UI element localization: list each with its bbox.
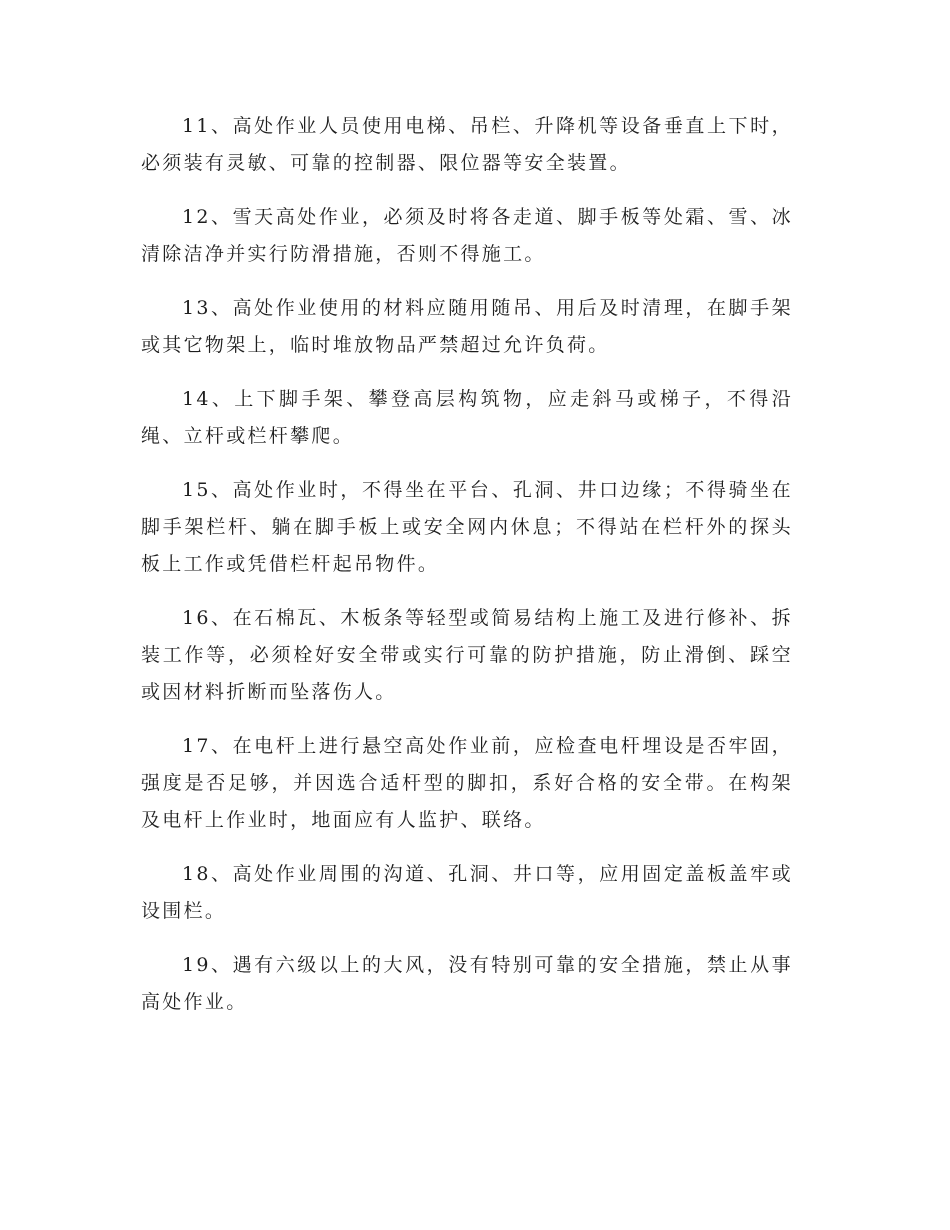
paragraph-17: 17、在电杆上进行悬空高处作业前，应检查电杆埋设是否牢固，强度是否足够，并因选合适杆型的脚扣，系好合格的安全带。在构架及电杆上作业时，地面应有人监护、联络。 <box>141 735 793 831</box>
paragraph-13: 13、高处作业使用的材料应随用随吊、用后及时清理，在脚手架或其它物架上，临时堆放物品严禁超过允许负荷。 <box>141 297 793 356</box>
paragraph-16: 16、在石棉瓦、木板条等轻型或简易结构上施工及进行修补、拆装工作等，必须栓好安全带或实行可靠的防护措施，防止滑倒、踩空或因材料折断而坠落伤人。 <box>141 607 793 703</box>
paragraph-18: 18、高处作业周围的沟道、孔洞、井口等，应用固定盖板盖牢或设围栏。 <box>141 863 793 922</box>
document-body <box>141 108 793 1038</box>
paragraph-14: 14、上下脚手架、攀登高层构筑物，应走斜马或梯子，不得沿绳、立杆或栏杆攀爬。 <box>141 388 793 447</box>
paragraph-19: 19、遇有六级以上的大风，没有特别可靠的安全措施，禁止从事高处作业。 <box>141 954 793 1013</box>
paragraph-11: 11、高处作业人员使用电梯、吊栏、升降机等设备垂直上下时，必须装有灵敏、可靠的控制器、限位器等安全装置。 <box>141 115 793 174</box>
paragraph-15: 15、高处作业时，不得坐在平台、孔洞、井口边缘；不得骑坐在脚手架栏杆、躺在脚手板上或安全网内休息；不得站在栏杆外的探头板上工作或凭借栏杆起吊物件。 <box>141 479 793 575</box>
paragraph-12: 12、雪天高处作业，必须及时将各走道、脚手板等处霜、雪、冰清除洁净并实行防滑措施，否则不得施工。 <box>141 206 793 265</box>
